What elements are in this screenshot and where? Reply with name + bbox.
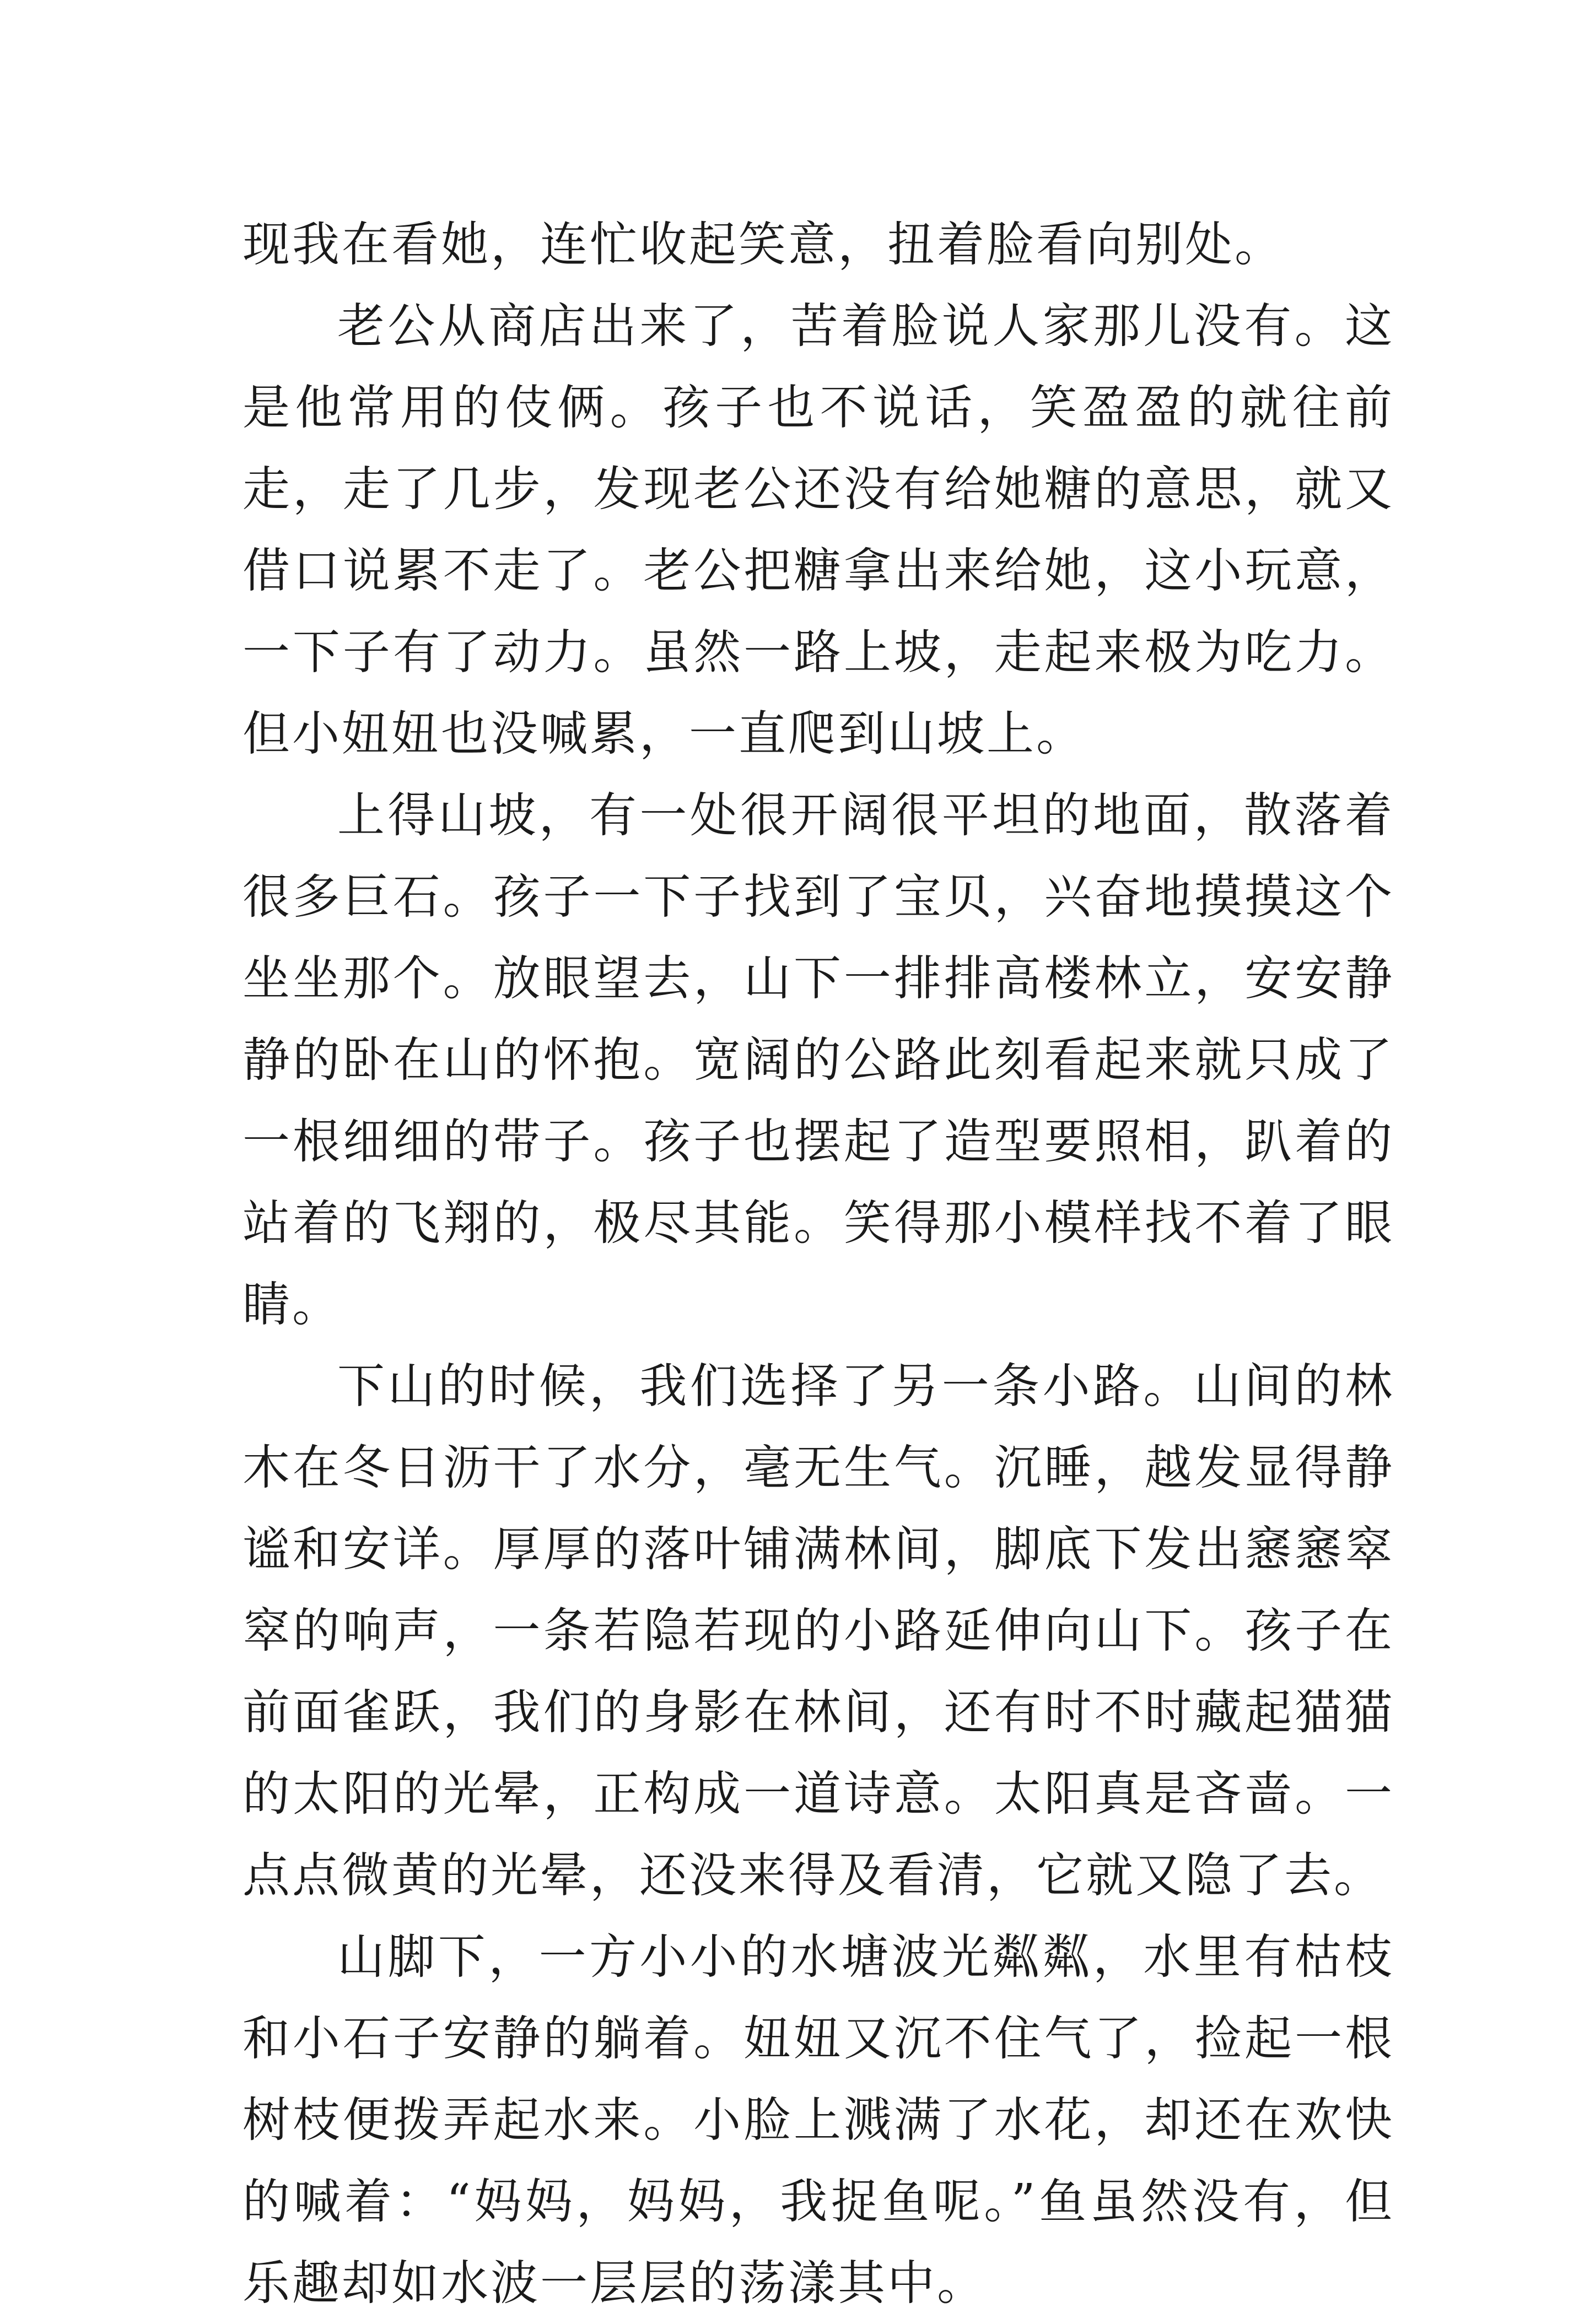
paragraph-1: 现我在看她，连忙收起笑意，扭着脸看向别处。 (243, 217, 1284, 272)
document-body (243, 204, 1394, 2324)
paragraph-3: 上得山坡，有一处很开阔很平坦的地面，散落着很多巨石。孩子一下子找到了宝贝，兴奋地摸摸这个坐坐那个。放眼望去，山下一排排高楼林立，安安静静的卧在山的怀抱。宽阔的公路此刻看起来就只成了一根细细的带子。孩子也摆起了造型要照相，趴着的站着的飞翔的，极尽其能。笑得那小模样找不着了眼睛。 (243, 788, 1394, 1332)
paragraph-5: 山脚下，一方小小的水塘波光粼粼，水里有枯枝和小石子安静的躺着。妞妞又沉不住气了，捡起一根树枝便拨弄起水来。小脸上溅满了水花，却还在欢快的喊着：“妈妈，妈妈，我捉鱼呢。”鱼虽然没有，但乐趣却如水波一层层的荡漾其中。 (243, 1930, 1394, 2311)
paragraph-2: 老公从商店出来了，苦着脸说人家那儿没有。这是他常用的伎俩。孩子也不说话，笑盈盈的就往前走，走了几步，发现老公还没有给她糖的意思，就又借口说累不走了。老公把糖拿出来给她，这小玩意，一下子有了动力。虽然一路上坡，走起来极为吃力。但小妞妞也没喊累，一直爬到山坡上。 (243, 299, 1394, 761)
paragraph-4: 下山的时候，我们选择了另一条小路。山间的林木在冬日沥干了水分，毫无生气。沉睡，越发显得静谧和安详。厚厚的落叶铺满林间，脚底下发出窸窸窣窣的响声，一条若隐若现的小路延伸向山下。孩子在前面雀跃，我们的身影在林间，还有时不时藏起猫猫的太阳的光晕，正构成一道诗意。太阳真是吝啬。一点点微黄的光晕，还没来得及看清，它就又隐了去。 (243, 1359, 1394, 1903)
